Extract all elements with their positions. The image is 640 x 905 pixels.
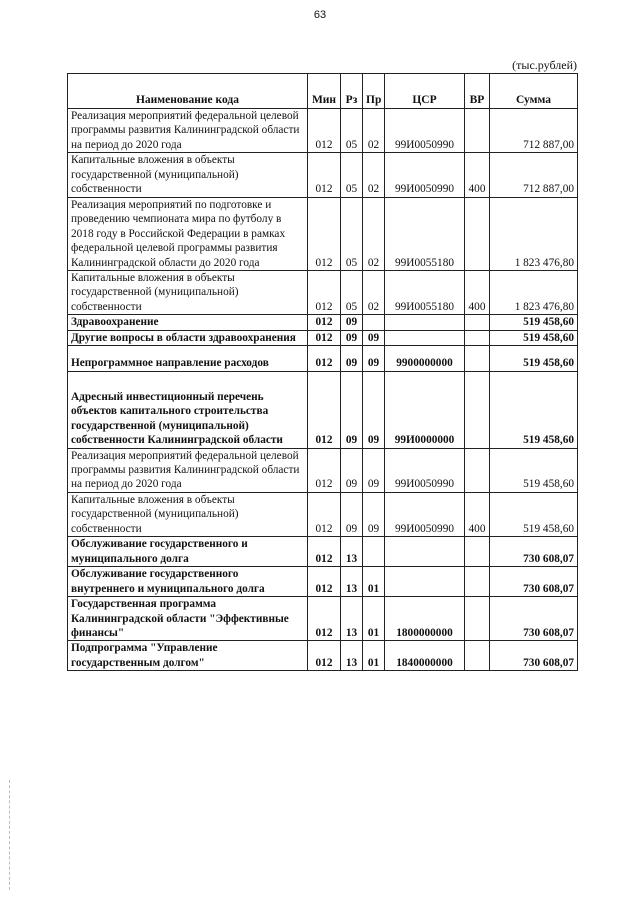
row-rz: 05	[341, 197, 363, 270]
row-sum: 730 608,07	[490, 537, 578, 567]
row-vr	[465, 346, 490, 371]
row-min: 012	[308, 270, 341, 314]
row-pr: 09	[363, 346, 385, 371]
row-pr: 01	[363, 597, 385, 641]
row-pr: 02	[363, 197, 385, 270]
units-label: (тыс.рублей)	[512, 58, 577, 72]
row-name: Капитальные вложения в объекты государственной (муниципальной) собственности	[68, 153, 308, 197]
row-sum: 730 608,07	[490, 641, 578, 671]
row-csr: 1800000000	[385, 597, 465, 641]
row-pr: 01	[363, 641, 385, 671]
row-sum: 1 823 476,80	[490, 270, 578, 314]
row-name: Обслуживание государственного внутреннего и муниципального долга	[68, 567, 308, 597]
header-pr: Пр	[363, 74, 385, 109]
table-header-row	[68, 74, 578, 109]
row-name: Реализация мероприятий федеральной целевой программы развития Калининградской области на период до 2020 года	[68, 109, 308, 153]
table-row	[68, 597, 578, 641]
row-min: 012	[308, 597, 341, 641]
row-pr: 09	[363, 330, 385, 345]
table-row	[68, 330, 578, 345]
row-name: Адресный инвестиционный перечень объектов капитального строительства государственной (муниципальной) собственности Калининградской области	[68, 371, 308, 448]
row-rz: 09	[341, 330, 363, 345]
row-sum: 1 823 476,80	[490, 197, 578, 270]
row-min: 012	[308, 153, 341, 197]
page-number: 63	[313, 9, 327, 21]
row-min: 012	[308, 371, 341, 448]
table-row	[68, 197, 578, 270]
row-min: 012	[308, 641, 341, 671]
row-sum: 712 887,00	[490, 153, 578, 197]
table-row	[68, 537, 578, 567]
row-min: 012	[308, 330, 341, 345]
row-sum: 519 458,60	[490, 371, 578, 448]
row-vr	[465, 641, 490, 671]
row-sum: 519 458,60	[490, 315, 578, 330]
header-csr: ЦСР	[385, 74, 465, 109]
row-rz: 13	[341, 597, 363, 641]
row-sum: 730 608,07	[490, 597, 578, 641]
header-sum: Сумма	[490, 74, 578, 109]
row-pr	[363, 537, 385, 567]
row-name: Непрограммное направление расходов	[68, 346, 308, 371]
row-csr	[385, 537, 465, 567]
row-min: 012	[308, 567, 341, 597]
row-vr	[465, 330, 490, 345]
row-csr	[385, 315, 465, 330]
row-rz: 09	[341, 315, 363, 330]
row-min: 012	[308, 109, 341, 153]
row-sum: 519 458,60	[490, 448, 578, 492]
row-vr	[465, 567, 490, 597]
row-sum: 730 608,07	[490, 567, 578, 597]
row-pr: 09	[363, 371, 385, 448]
table-row	[68, 448, 578, 492]
row-pr: 02	[363, 109, 385, 153]
row-rz: 13	[341, 537, 363, 567]
row-rz: 09	[341, 346, 363, 371]
row-csr	[385, 330, 465, 345]
row-name: Реализация мероприятий федеральной целевой программы развития Калининградской области на период до 2020 года	[68, 448, 308, 492]
header-rz: Рз	[341, 74, 363, 109]
table-row	[68, 492, 578, 536]
row-sum: 712 887,00	[490, 109, 578, 153]
row-rz: 09	[341, 371, 363, 448]
row-vr: 400	[465, 270, 490, 314]
row-min: 012	[308, 346, 341, 371]
row-min: 012	[308, 448, 341, 492]
row-vr	[465, 109, 490, 153]
row-pr: 02	[363, 270, 385, 314]
row-vr	[465, 597, 490, 641]
row-min: 012	[308, 315, 341, 330]
row-vr	[465, 315, 490, 330]
table-row	[68, 315, 578, 330]
table-row	[68, 270, 578, 314]
row-name: Реализация мероприятий по подготовке и проведению чемпионата мира по футболу в 2018 году в Российской Федерации в рамках федеральной целевой программы развития Калининградской области до 2020 года	[68, 197, 308, 270]
row-name: Другие вопросы в области здравоохранения	[68, 330, 308, 345]
header-name: Наименование кода	[68, 74, 308, 109]
row-sum: 519 458,60	[490, 346, 578, 371]
row-rz: 05	[341, 270, 363, 314]
row-rz: 05	[341, 109, 363, 153]
row-csr: 99И0050990	[385, 153, 465, 197]
row-vr	[465, 197, 490, 270]
header-vr: ВР	[465, 74, 490, 109]
row-name: Капитальные вложения в объекты государственной (муниципальной) собственности	[68, 492, 308, 536]
row-csr: 99И0055180	[385, 197, 465, 270]
row-sum: 519 458,60	[490, 492, 578, 536]
row-vr: 400	[465, 492, 490, 536]
row-name: Здравоохранение	[68, 315, 308, 330]
row-csr: 99И0050990	[385, 109, 465, 153]
row-vr	[465, 448, 490, 492]
row-sum: 519 458,60	[490, 330, 578, 345]
row-rz: 09	[341, 448, 363, 492]
row-rz: 05	[341, 153, 363, 197]
table-row	[68, 567, 578, 597]
table-row	[68, 153, 578, 197]
row-csr: 99И0050990	[385, 492, 465, 536]
row-min: 012	[308, 197, 341, 270]
row-min: 012	[308, 492, 341, 536]
row-rz: 09	[341, 492, 363, 536]
row-pr: 01	[363, 567, 385, 597]
row-rz: 13	[341, 567, 363, 597]
row-rz: 13	[341, 641, 363, 671]
table-row	[68, 346, 578, 371]
row-csr: 9900000000	[385, 346, 465, 371]
row-name: Подпрограмма "Управление государственным долгом"	[68, 641, 308, 671]
budget-table	[67, 73, 578, 671]
row-pr: 02	[363, 153, 385, 197]
row-name: Государственная программа Калининградской области "Эффективные финансы"	[68, 597, 308, 641]
row-csr	[385, 567, 465, 597]
header-min: Мин	[308, 74, 341, 109]
row-csr: 1840000000	[385, 641, 465, 671]
table-row	[68, 371, 578, 448]
row-vr	[465, 537, 490, 567]
row-name: Капитальные вложения в объекты государственной (муниципальной) собственности	[68, 270, 308, 314]
row-csr: 99И0050990	[385, 448, 465, 492]
row-min: 012	[308, 537, 341, 567]
row-csr: 99И0000000	[385, 371, 465, 448]
scan-margin-mark	[9, 780, 11, 890]
row-vr: 400	[465, 153, 490, 197]
row-name: Обслуживание государственного и муниципального долга	[68, 537, 308, 567]
table-row	[68, 641, 578, 671]
row-csr: 99И0055180	[385, 270, 465, 314]
row-pr	[363, 315, 385, 330]
row-pr: 09	[363, 448, 385, 492]
table-row	[68, 109, 578, 153]
row-pr: 09	[363, 492, 385, 536]
row-vr	[465, 371, 490, 448]
